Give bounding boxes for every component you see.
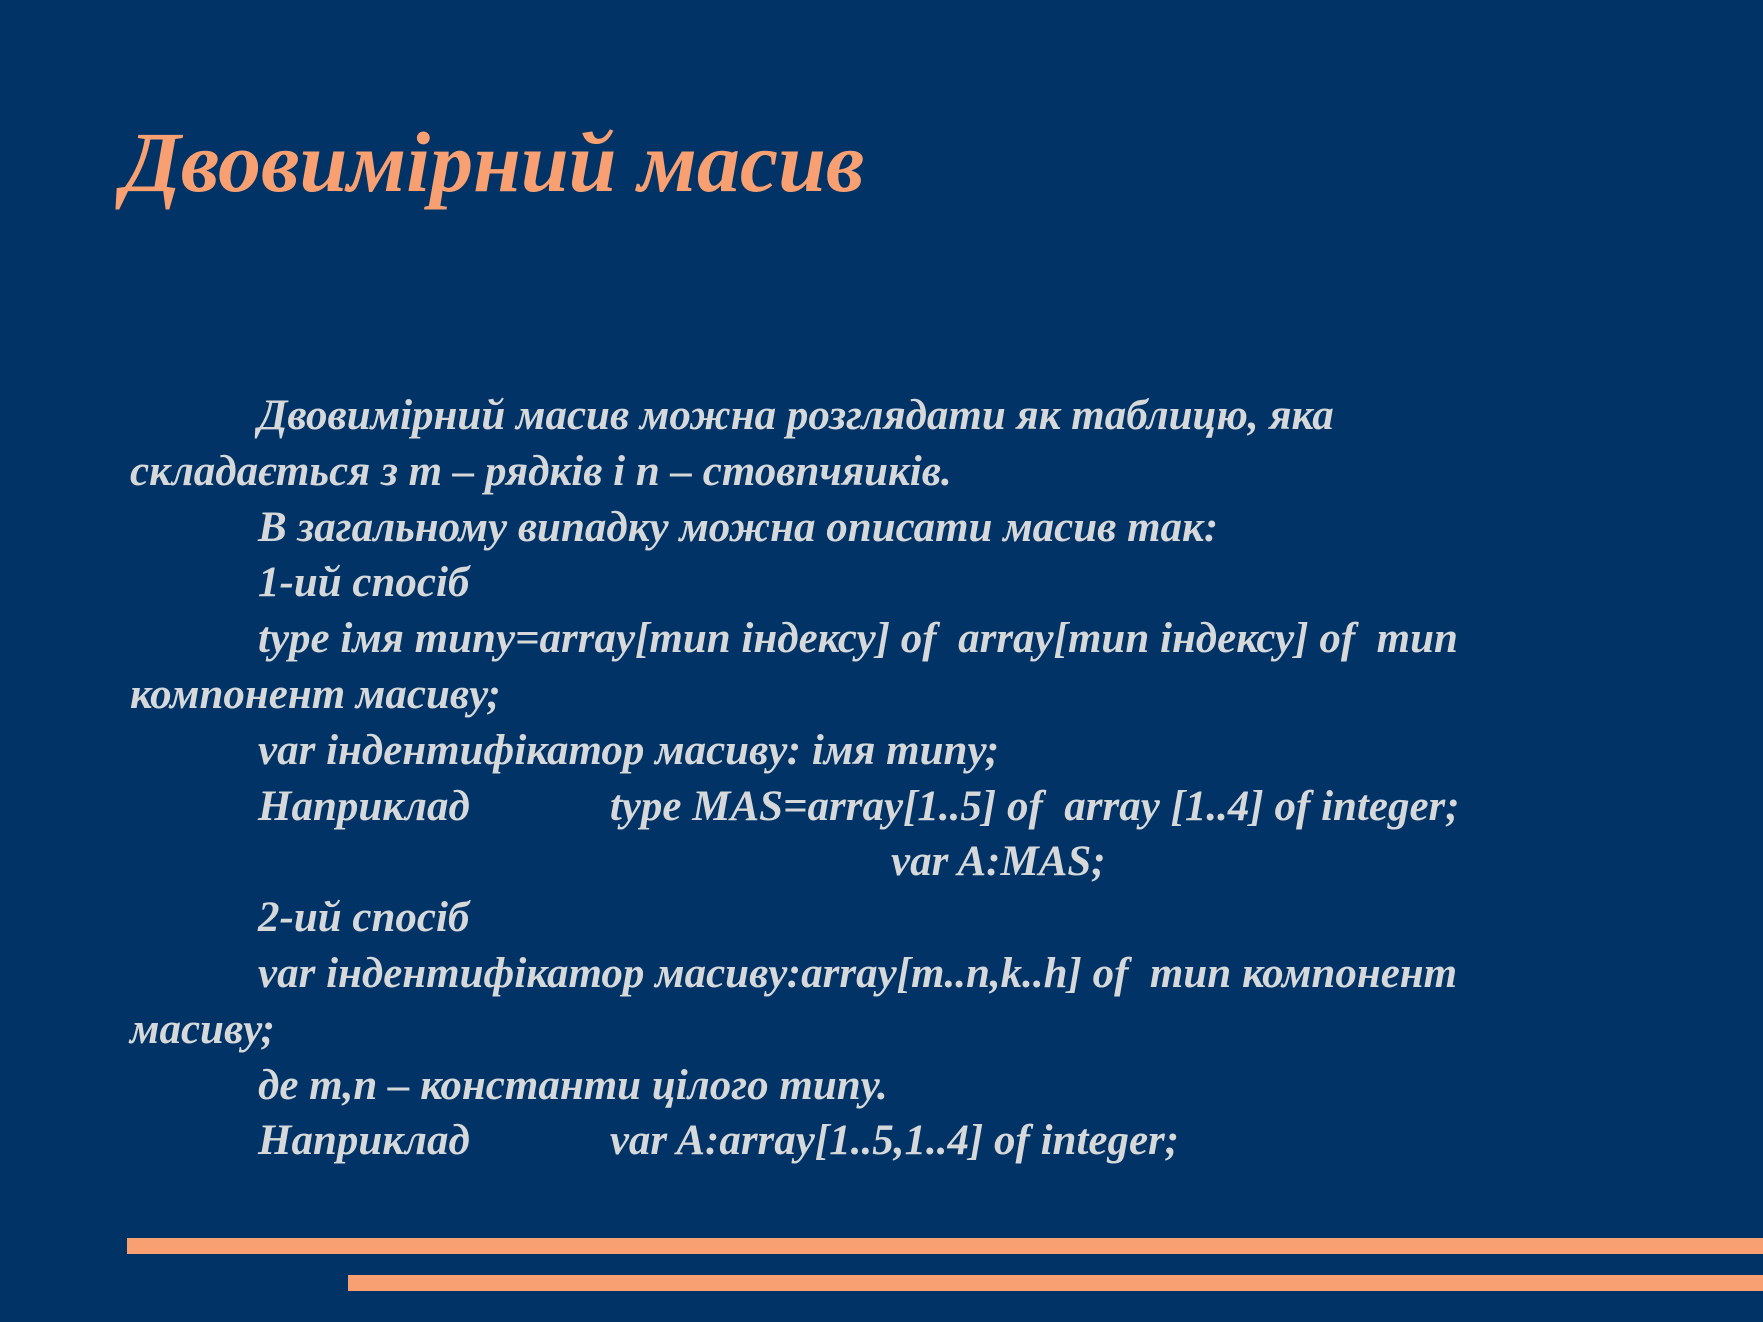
example-line [130, 779, 1650, 835]
code-line: масиву; [130, 1005, 275, 1053]
method-1-label: 1-ий спосіб [258, 559, 470, 607]
example-label: Наприклад [258, 782, 470, 830]
example-code-line: var A:MAS; [891, 838, 1106, 886]
accent-bar-bottom [348, 1275, 1763, 1291]
accent-bar-top [127, 1238, 1763, 1254]
example-line [130, 1113, 1650, 1169]
example-label: Наприклад [258, 1117, 470, 1165]
note-line: де m,n – константи цілого типу. [258, 1061, 888, 1109]
paragraph-line: Двовимірний масив можна розглядати як таблицю, яка [258, 392, 1334, 439]
code-line: var індентифікатор масиву:array[m..n,k..h] of тип компонент [258, 949, 1458, 997]
code-line: компонент масиву; [130, 670, 501, 718]
method-2-label: 2-ий спосіб [258, 894, 470, 942]
slide-title: Двовимірний масив [122, 114, 865, 210]
example-code: type MAS=array[1..5] of array [1..4] of integer; [609, 782, 1460, 830]
code-line: type імя типу=array[тип індексу] of array[тип індексу] of тип [258, 615, 1458, 663]
paragraph-line: складається з m – рядків і n – стовпчяиків. [130, 447, 952, 495]
slide-body [130, 388, 1650, 1169]
example-code: var A:array[1..5,1..4] of integer; [609, 1117, 1180, 1165]
code-line: var індентифікатор масиву: імя типу; [258, 726, 1000, 774]
paragraph-line: В загальному випадку можна описати масив так: [258, 503, 1219, 551]
